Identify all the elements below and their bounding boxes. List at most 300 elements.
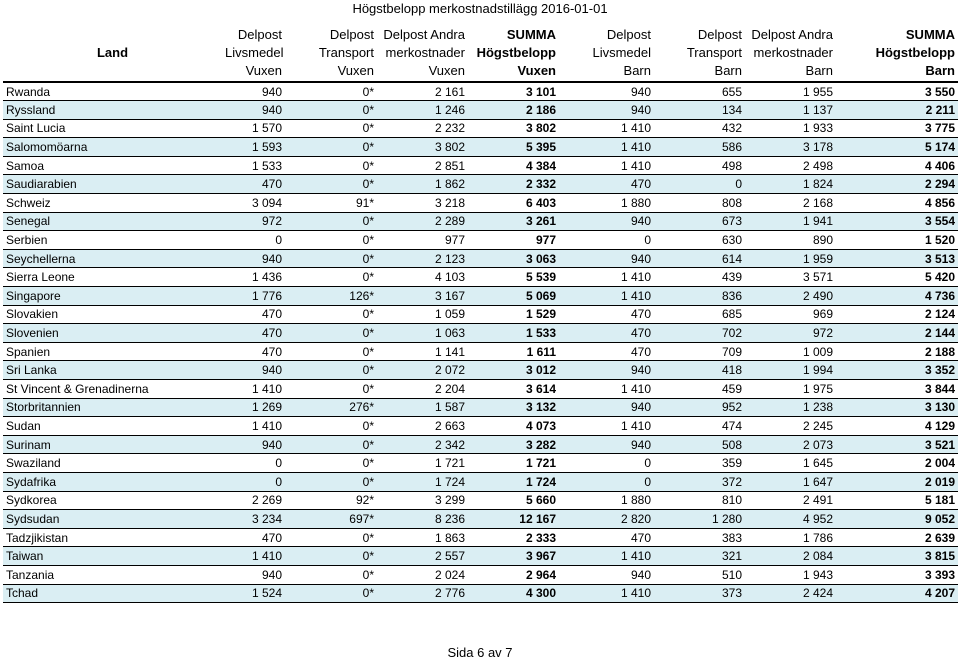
- country-cell: Sierra Leone: [3, 268, 222, 287]
- value-cell: 1 593: [222, 138, 285, 157]
- value-cell: 0*: [285, 175, 377, 194]
- table-row: [3, 324, 958, 343]
- table-row: [3, 119, 958, 138]
- value-cell: 1 880: [559, 491, 654, 510]
- value-cell: 2 424: [745, 584, 836, 603]
- value-cell: 1 824: [745, 175, 836, 194]
- value-cell: 0*: [285, 305, 377, 324]
- value-cell: 2 498: [745, 156, 836, 175]
- value-cell: 134: [654, 101, 745, 120]
- country-cell: St Vincent & Grenadinerna: [3, 380, 222, 399]
- column-header: [285, 25, 377, 82]
- value-cell: 2 024: [377, 565, 468, 584]
- value-cell: 2 232: [377, 119, 468, 138]
- value-cell: 0*: [285, 342, 377, 361]
- column-header-line: Barn: [805, 63, 833, 78]
- value-cell: 2 491: [745, 491, 836, 510]
- value-cell: 2 072: [377, 361, 468, 380]
- value-cell: 9 052: [836, 510, 958, 529]
- country-cell: Slovakien: [3, 305, 222, 324]
- value-cell: 3 012: [468, 361, 559, 380]
- value-cell: 2 161: [377, 82, 468, 101]
- country-cell: Slovenien: [3, 324, 222, 343]
- table-row: [3, 305, 958, 324]
- value-cell: 810: [654, 491, 745, 510]
- value-cell: 1 410: [559, 380, 654, 399]
- table-row: [3, 417, 958, 436]
- value-cell: 2 663: [377, 417, 468, 436]
- value-cell: 3 614: [468, 380, 559, 399]
- column-header: [654, 25, 745, 82]
- value-cell: 0*: [285, 417, 377, 436]
- value-cell: 3 521: [836, 435, 958, 454]
- value-cell: 2 332: [468, 175, 559, 194]
- value-cell: 3 802: [468, 119, 559, 138]
- value-cell: 4 406: [836, 156, 958, 175]
- column-header-line: Vuxen: [517, 63, 556, 78]
- column-header-line: Delpost: [237, 27, 282, 42]
- value-cell: 470: [559, 305, 654, 324]
- value-cell: 0*: [285, 454, 377, 473]
- value-cell: 92*: [285, 491, 377, 510]
- value-cell: 614: [654, 249, 745, 268]
- value-cell: 1 280: [654, 510, 745, 529]
- value-cell: 91*: [285, 194, 377, 213]
- value-cell: 1 520: [836, 231, 958, 250]
- value-cell: 8 236: [377, 510, 468, 529]
- value-cell: 1 410: [559, 268, 654, 287]
- value-cell: 0*: [285, 119, 377, 138]
- value-cell: 4 736: [836, 287, 958, 306]
- value-cell: 940: [559, 212, 654, 231]
- column-header-line: Land: [96, 45, 129, 60]
- value-cell: 1 647: [745, 472, 836, 491]
- value-cell: 2 245: [745, 417, 836, 436]
- table-row: [3, 361, 958, 380]
- value-cell: 5 420: [836, 268, 958, 287]
- value-cell: 2 073: [745, 435, 836, 454]
- value-cell: 685: [654, 305, 745, 324]
- value-cell: 5 181: [836, 491, 958, 510]
- value-cell: 4 384: [468, 156, 559, 175]
- value-cell: 470: [559, 342, 654, 361]
- value-cell: 3 393: [836, 565, 958, 584]
- country-cell: Sudan: [3, 417, 222, 436]
- column-header-line: Transport: [686, 45, 742, 60]
- value-cell: 1 436: [222, 268, 285, 287]
- value-cell: 2 168: [745, 194, 836, 213]
- value-cell: 0: [559, 231, 654, 250]
- value-cell: 321: [654, 547, 745, 566]
- value-cell: 2 124: [836, 305, 958, 324]
- country-cell: Taiwan: [3, 547, 222, 566]
- value-cell: 1 645: [745, 454, 836, 473]
- value-cell: 940: [559, 398, 654, 417]
- column-header-line: Barn: [925, 63, 955, 78]
- value-cell: 3 094: [222, 194, 285, 213]
- value-cell: 1 269: [222, 398, 285, 417]
- column-header-line: Livsmedel: [225, 45, 284, 60]
- column-header-line: Transport: [318, 45, 374, 60]
- value-cell: 5 174: [836, 138, 958, 157]
- column-header-line: Vuxen: [428, 63, 465, 78]
- value-cell: 372: [654, 472, 745, 491]
- value-cell: 2 289: [377, 212, 468, 231]
- value-cell: 3 167: [377, 287, 468, 306]
- value-cell: 702: [654, 324, 745, 343]
- table-row: [3, 342, 958, 361]
- value-cell: 0*: [285, 380, 377, 399]
- value-cell: 836: [654, 287, 745, 306]
- rates-table: [3, 25, 958, 603]
- column-header: [745, 25, 836, 82]
- value-cell: 2 639: [836, 528, 958, 547]
- value-cell: 5 395: [468, 138, 559, 157]
- column-header: [468, 25, 559, 82]
- value-cell: 0*: [285, 324, 377, 343]
- country-cell: Tchad: [3, 584, 222, 603]
- column-header-line: Vuxen: [337, 63, 374, 78]
- value-cell: 1 941: [745, 212, 836, 231]
- value-cell: 1 943: [745, 565, 836, 584]
- value-cell: 3 101: [468, 82, 559, 101]
- value-cell: 1 533: [468, 324, 559, 343]
- table-row: [3, 212, 958, 231]
- value-cell: 1 524: [222, 584, 285, 603]
- value-cell: 630: [654, 231, 745, 250]
- value-cell: 2 269: [222, 491, 285, 510]
- value-cell: 470: [559, 175, 654, 194]
- value-cell: 0*: [285, 472, 377, 491]
- value-cell: 470: [559, 324, 654, 343]
- value-cell: 1 959: [745, 249, 836, 268]
- value-cell: 474: [654, 417, 745, 436]
- value-cell: 2 204: [377, 380, 468, 399]
- value-cell: 508: [654, 435, 745, 454]
- table-row: [3, 249, 958, 268]
- value-cell: 3 063: [468, 249, 559, 268]
- value-cell: 1 533: [222, 156, 285, 175]
- country-cell: Samoa: [3, 156, 222, 175]
- value-cell: 1 721: [377, 454, 468, 473]
- value-cell: 940: [222, 435, 285, 454]
- value-cell: 972: [745, 324, 836, 343]
- table-row: [3, 194, 958, 213]
- value-cell: 1 955: [745, 82, 836, 101]
- value-cell: 359: [654, 454, 745, 473]
- value-cell: 2 964: [468, 565, 559, 584]
- value-cell: 1 238: [745, 398, 836, 417]
- value-cell: 432: [654, 119, 745, 138]
- value-cell: 655: [654, 82, 745, 101]
- value-cell: 697*: [285, 510, 377, 529]
- value-cell: 3 299: [377, 491, 468, 510]
- value-cell: 1 137: [745, 101, 836, 120]
- column-header-line: Barn: [623, 63, 651, 78]
- column-header: [377, 25, 468, 82]
- table-row: [3, 510, 958, 529]
- value-cell: 4 300: [468, 584, 559, 603]
- value-cell: 3 132: [468, 398, 559, 417]
- value-cell: 952: [654, 398, 745, 417]
- value-cell: 2 084: [745, 547, 836, 566]
- column-header-line: Delpost: [329, 27, 374, 42]
- country-cell: Rwanda: [3, 82, 222, 101]
- column-header-line: Delpost Andra: [751, 27, 833, 42]
- value-cell: 1 994: [745, 361, 836, 380]
- value-cell: 1 724: [377, 472, 468, 491]
- country-cell: Schweiz: [3, 194, 222, 213]
- value-cell: 0*: [285, 528, 377, 547]
- column-header-line: Delpost Andra: [383, 27, 465, 42]
- table-row: [3, 435, 958, 454]
- column-header-line: Barn: [714, 63, 742, 78]
- value-cell: 4 103: [377, 268, 468, 287]
- value-cell: 1 063: [377, 324, 468, 343]
- value-cell: 470: [222, 324, 285, 343]
- column-header-line: SUMMA: [506, 27, 556, 42]
- value-cell: 383: [654, 528, 745, 547]
- country-cell: Surinam: [3, 435, 222, 454]
- value-cell: 2 019: [836, 472, 958, 491]
- country-cell: Saudiarabien: [3, 175, 222, 194]
- value-cell: 0: [654, 175, 745, 194]
- value-cell: 0*: [285, 565, 377, 584]
- value-cell: 6 403: [468, 194, 559, 213]
- value-cell: 1 587: [377, 398, 468, 417]
- value-cell: 1 721: [468, 454, 559, 473]
- value-cell: 0*: [285, 212, 377, 231]
- value-cell: 0*: [285, 249, 377, 268]
- value-cell: 0*: [285, 156, 377, 175]
- value-cell: 0*: [285, 547, 377, 566]
- value-cell: 2 342: [377, 435, 468, 454]
- country-cell: Sri Lanka: [3, 361, 222, 380]
- value-cell: 977: [468, 231, 559, 250]
- table-row: [3, 268, 958, 287]
- country-cell: Ryssland: [3, 101, 222, 120]
- value-cell: 126*: [285, 287, 377, 306]
- table-row: [3, 472, 958, 491]
- table-row: [3, 398, 958, 417]
- value-cell: 1 141: [377, 342, 468, 361]
- value-cell: 940: [559, 565, 654, 584]
- value-cell: 940: [559, 249, 654, 268]
- value-cell: 940: [222, 101, 285, 120]
- country-cell: Salomomöarna: [3, 138, 222, 157]
- value-cell: 3 234: [222, 510, 285, 529]
- column-header: [3, 25, 222, 82]
- table-row: [3, 138, 958, 157]
- value-cell: 3 178: [745, 138, 836, 157]
- table-row: [3, 380, 958, 399]
- value-cell: 709: [654, 342, 745, 361]
- value-cell: 2 776: [377, 584, 468, 603]
- value-cell: 470: [222, 528, 285, 547]
- value-cell: 940: [559, 361, 654, 380]
- value-cell: 418: [654, 361, 745, 380]
- value-cell: 1 059: [377, 305, 468, 324]
- value-cell: 972: [222, 212, 285, 231]
- country-cell: Serbien: [3, 231, 222, 250]
- value-cell: 2 851: [377, 156, 468, 175]
- value-cell: 1 410: [559, 156, 654, 175]
- value-cell: 1 863: [377, 528, 468, 547]
- value-cell: 3 218: [377, 194, 468, 213]
- value-cell: 0: [559, 454, 654, 473]
- value-cell: 0: [222, 454, 285, 473]
- country-cell: Tadzjikistan: [3, 528, 222, 547]
- value-cell: 0*: [285, 268, 377, 287]
- value-cell: 3 802: [377, 138, 468, 157]
- table-row: [3, 491, 958, 510]
- value-cell: 3 844: [836, 380, 958, 399]
- column-header: [559, 25, 654, 82]
- value-cell: 2 123: [377, 249, 468, 268]
- value-cell: 0*: [285, 82, 377, 101]
- value-cell: 3 815: [836, 547, 958, 566]
- country-cell: Tanzania: [3, 565, 222, 584]
- value-cell: 12 167: [468, 510, 559, 529]
- value-cell: 1 880: [559, 194, 654, 213]
- value-cell: 4 073: [468, 417, 559, 436]
- page-title: Högstbelopp merkostnadstillägg 2016-01-01: [352, 1, 608, 16]
- value-cell: 2 490: [745, 287, 836, 306]
- country-cell: Storbritannien: [3, 398, 222, 417]
- value-cell: 1 570: [222, 119, 285, 138]
- column-header: [836, 25, 958, 82]
- country-cell: Sydsudan: [3, 510, 222, 529]
- value-cell: 1 410: [559, 417, 654, 436]
- value-cell: 940: [222, 249, 285, 268]
- column-header-line: merkostnader: [753, 45, 833, 60]
- value-cell: 470: [559, 528, 654, 547]
- value-cell: 373: [654, 584, 745, 603]
- value-cell: 1 862: [377, 175, 468, 194]
- table-row: [3, 547, 958, 566]
- value-cell: 2 294: [836, 175, 958, 194]
- value-cell: 940: [559, 101, 654, 120]
- value-cell: 977: [377, 231, 468, 250]
- value-cell: 5 539: [468, 268, 559, 287]
- value-cell: 808: [654, 194, 745, 213]
- country-cell: Swaziland: [3, 454, 222, 473]
- table-body: [3, 82, 958, 603]
- value-cell: 470: [222, 175, 285, 194]
- value-cell: 1 410: [222, 417, 285, 436]
- value-cell: 2 188: [836, 342, 958, 361]
- value-cell: 5 069: [468, 287, 559, 306]
- value-cell: 3 967: [468, 547, 559, 566]
- country-cell: Singapore: [3, 287, 222, 306]
- table-row: [3, 287, 958, 306]
- value-cell: 940: [559, 435, 654, 454]
- value-cell: 3 775: [836, 119, 958, 138]
- value-cell: 2 144: [836, 324, 958, 343]
- value-cell: 3 352: [836, 361, 958, 380]
- value-cell: 2 557: [377, 547, 468, 566]
- value-cell: 1 410: [559, 119, 654, 138]
- value-cell: 3 513: [836, 249, 958, 268]
- column-header-line: SUMMA: [905, 27, 955, 42]
- table-row: [3, 231, 958, 250]
- value-cell: 1 611: [468, 342, 559, 361]
- country-cell: Senegal: [3, 212, 222, 231]
- value-cell: 673: [654, 212, 745, 231]
- value-cell: 3 550: [836, 82, 958, 101]
- value-cell: 0: [222, 472, 285, 491]
- value-cell: 0*: [285, 435, 377, 454]
- value-cell: 510: [654, 565, 745, 584]
- column-header-line: merkostnader: [385, 45, 465, 60]
- value-cell: 1 776: [222, 287, 285, 306]
- value-cell: 2 186: [468, 101, 559, 120]
- value-cell: 0*: [285, 138, 377, 157]
- value-cell: 470: [222, 305, 285, 324]
- value-cell: 3 130: [836, 398, 958, 417]
- value-cell: 940: [559, 82, 654, 101]
- value-cell: 1 410: [559, 138, 654, 157]
- value-cell: 1 410: [222, 547, 285, 566]
- value-cell: 1 410: [559, 287, 654, 306]
- table-row: [3, 454, 958, 473]
- column-header-line: Högstbelopp: [875, 45, 955, 60]
- table-row: [3, 584, 958, 603]
- country-cell: Spanien: [3, 342, 222, 361]
- value-cell: 0: [222, 231, 285, 250]
- value-cell: 0*: [285, 101, 377, 120]
- value-cell: 1 410: [559, 547, 654, 566]
- value-cell: 459: [654, 380, 745, 399]
- table-row: [3, 528, 958, 547]
- value-cell: 1 246: [377, 101, 468, 120]
- value-cell: 4 129: [836, 417, 958, 436]
- value-cell: 969: [745, 305, 836, 324]
- column-header-line: Livsmedel: [592, 45, 651, 60]
- value-cell: 470: [222, 342, 285, 361]
- column-header-line: Delpost: [606, 27, 651, 42]
- value-cell: 498: [654, 156, 745, 175]
- country-cell: Sydafrika: [3, 472, 222, 491]
- value-cell: 276*: [285, 398, 377, 417]
- value-cell: 2 004: [836, 454, 958, 473]
- value-cell: 2 211: [836, 101, 958, 120]
- table-row: [3, 101, 958, 120]
- value-cell: 1 410: [222, 380, 285, 399]
- value-cell: 0*: [285, 361, 377, 380]
- value-cell: 1 933: [745, 119, 836, 138]
- value-cell: 4 856: [836, 194, 958, 213]
- value-cell: 5 660: [468, 491, 559, 510]
- value-cell: 4 952: [745, 510, 836, 529]
- country-cell: Sydkorea: [3, 491, 222, 510]
- value-cell: 1 009: [745, 342, 836, 361]
- value-cell: 940: [222, 565, 285, 584]
- value-cell: 3 282: [468, 435, 559, 454]
- table-row: [3, 82, 958, 101]
- value-cell: 2 820: [559, 510, 654, 529]
- value-cell: 3 571: [745, 268, 836, 287]
- value-cell: 0*: [285, 584, 377, 603]
- country-cell: Saint Lucia: [3, 119, 222, 138]
- column-header-line: Delpost: [697, 27, 742, 42]
- table-row: [3, 565, 958, 584]
- page-footer: Sida 6 av 7: [447, 645, 513, 660]
- value-cell: 3 261: [468, 212, 559, 231]
- value-cell: 940: [222, 361, 285, 380]
- value-cell: 439: [654, 268, 745, 287]
- value-cell: 1 410: [559, 584, 654, 603]
